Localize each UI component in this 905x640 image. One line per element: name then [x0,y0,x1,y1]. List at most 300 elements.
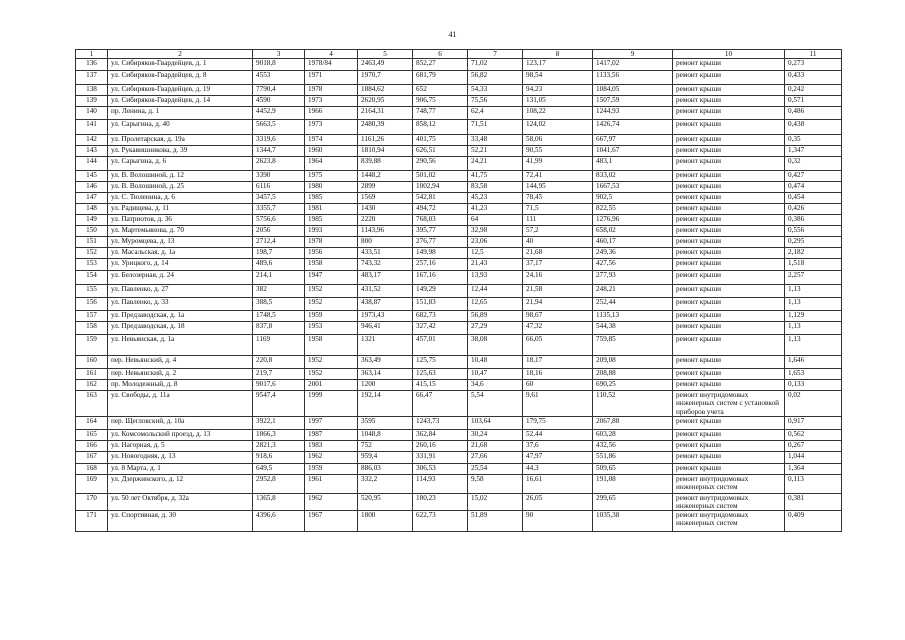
cell-work-cost: 1810,94 [358,146,413,157]
cell-total-area: 918,6 [253,451,305,463]
cell-work-type: ремонт крыши [673,71,785,85]
cell-work-type: ремонт внутридомовых инженерных систем с установкой приборов учета [673,391,785,417]
table-row [76,182,842,193]
cell-address: ул. Рукавишникова, д. 39 [108,146,253,157]
cell-build-year: 1967 [305,511,358,532]
cell-city-share: 12,65 [468,298,523,311]
cell-cost-per-sqm: 0,426 [785,204,842,215]
cell-city-share: 41,75 [468,171,523,182]
cell-work-type: ремонт внутридомовых инженерных систем [673,511,785,532]
cell-owner-share: 111 [523,215,593,226]
cell-build-year: 1958 [305,335,358,356]
cell-build-year: 1947 [305,271,358,285]
cell-total-sum: 1667,53 [593,182,673,193]
cell-row-number: 137 [76,71,108,85]
cell-work-type: ремонт крыши [673,204,785,215]
table-row [76,248,842,259]
cell-work-cost: 1448,2 [358,171,413,182]
cell-build-year: 1964 [305,157,358,171]
cell-work-cost: 839,88 [358,157,413,171]
cell-total-sum: 1133,56 [593,71,673,85]
cell-owner-share: 47,32 [523,322,593,335]
cell-owner-share: 60 [523,380,593,391]
column-header-city-share: 7 [468,50,523,59]
cell-cost-per-sqm: 2,182 [785,248,842,259]
cell-city-share: 12,5 [468,248,523,259]
cell-total-area: 3319,6 [253,135,305,146]
table-row [76,59,842,71]
cell-address: ул. В. Волошиной, д. 12 [108,171,253,182]
cell-cost-per-sqm: 1,13 [785,285,842,298]
cell-fund-share: 149,29 [413,285,468,298]
cell-total-sum: 833,02 [593,171,673,182]
cell-cost-per-sqm: 0,32 [785,157,842,171]
cell-fund-share: 415,15 [413,380,468,391]
cell-address: ул. Муромцева, д. 13 [108,237,253,248]
cell-address: ул. Сибиряков-Гвардейцев, д. 19 [108,85,253,96]
cell-total-sum: 460,17 [593,237,673,248]
cell-work-type: ремонт крыши [673,96,785,107]
cell-address: ул. Мартемьянова, д. 70 [108,226,253,237]
table-row [76,335,842,356]
cell-total-sum: 1426,74 [593,120,673,135]
column-header-total-sum: 9 [593,50,673,59]
cell-address: ул. Предзаводская, д. 1а [108,311,253,322]
cell-row-number: 138 [76,85,108,96]
cell-cost-per-sqm: 0,386 [785,215,842,226]
cell-fund-share: 652 [413,85,468,96]
cell-fund-share: 748,77 [413,107,468,120]
cell-total-area: 9017,6 [253,380,305,391]
cell-row-number: 149 [76,215,108,226]
cell-row-number: 160 [76,356,108,369]
cell-build-year: 1997 [305,416,358,429]
cell-total-sum: 249,36 [593,248,673,259]
cell-total-sum: 432,56 [593,440,673,451]
cell-work-cost: 520,95 [358,493,413,510]
cell-work-cost: 431,52 [358,285,413,298]
cell-total-area: 9018,8 [253,59,305,71]
cell-total-sum: 110,52 [593,391,673,417]
cell-total-sum: 299,65 [593,493,673,510]
cell-cost-per-sqm: 0,433 [785,71,842,85]
table-row [76,511,842,532]
cell-owner-share: 131,05 [523,96,593,107]
cell-city-share: 38,08 [468,335,523,356]
cell-owner-share: 9,61 [523,391,593,417]
cell-build-year: 1959 [305,463,358,474]
table-row [76,193,842,204]
cell-total-sum: 483,1 [593,157,673,171]
table-row [76,107,842,120]
table-row [76,146,842,157]
cell-city-share: 32,98 [468,226,523,237]
page-number: 41 [448,30,457,39]
cell-owner-share: 98,67 [523,311,593,322]
cell-work-cost: 959,4 [358,451,413,463]
cell-address: ул. 50 лет Октября, д. 32а [108,493,253,510]
cell-work-cost: 483,17 [358,271,413,285]
cell-work-cost: 1048,8 [358,429,413,440]
cell-fund-share: 501,02 [413,171,468,182]
cell-address: пер. Невьянский, д. 2 [108,369,253,380]
cell-total-sum: 551,86 [593,451,673,463]
cell-fund-share: 149,98 [413,248,468,259]
cell-total-sum: 1084,05 [593,85,673,96]
cell-fund-share: 542,81 [413,193,468,204]
cell-city-share: 5,54 [468,391,523,417]
cell-address: ул. Павленко, д. 27 [108,285,253,298]
cell-total-area: 1365,8 [253,493,305,510]
cell-cost-per-sqm: 0,273 [785,59,842,71]
cell-work-type: ремонт крыши [673,463,785,474]
cell-address: ул. Белозерная, д. 24 [108,271,253,285]
cell-row-number: 146 [76,182,108,193]
cell-city-share: 15,02 [468,493,523,510]
cell-work-type: ремонт крыши [673,356,785,369]
table-row [76,237,842,248]
cell-total-area: 3390 [253,171,305,182]
cell-row-number: 150 [76,226,108,237]
cell-cost-per-sqm: 0,113 [785,474,842,493]
cell-row-number: 148 [76,204,108,215]
cell-total-sum: 667,97 [593,135,673,146]
cell-address: ул. Сарыгина, д. 40 [108,120,253,135]
cell-total-area: 382 [253,285,305,298]
cell-build-year: 1971 [305,71,358,85]
table-row [76,215,842,226]
cell-address: пр. Ленина, д. 1 [108,107,253,120]
cell-work-cost: 1161,26 [358,135,413,146]
cell-total-area: 5663,5 [253,120,305,135]
cell-cost-per-sqm: 0,409 [785,511,842,532]
table-row [76,135,842,146]
column-header-cost-per-sqm: 11 [785,50,842,59]
cell-total-sum: 544,38 [593,322,673,335]
cell-fund-share: 395,77 [413,226,468,237]
cell-fund-share: 151,83 [413,298,468,311]
column-header-row-number: 1 [76,50,108,59]
table-row [76,369,842,380]
cell-cost-per-sqm: 1,13 [785,335,842,356]
cell-cost-per-sqm: 1,13 [785,322,842,335]
cell-total-area: 6116 [253,182,305,193]
cell-total-area: 489,6 [253,259,305,271]
cell-build-year: 1953 [305,322,358,335]
cell-total-area: 2821,3 [253,440,305,451]
cell-row-number: 152 [76,248,108,259]
cell-work-type: ремонт крыши [673,369,785,380]
cell-build-year: 1978 [305,85,358,96]
cell-cost-per-sqm: 0,917 [785,416,842,429]
cell-city-share: 51,89 [468,511,523,532]
cell-total-sum: 509,65 [593,463,673,474]
cell-build-year: 1999 [305,391,358,417]
cell-total-sum: 2067,88 [593,416,673,429]
cell-address: ул. Сибиряков-Гвардейцев, д. 8 [108,71,253,85]
cell-work-type: ремонт крыши [673,59,785,71]
cell-build-year: 1983 [305,440,358,451]
cell-work-type: ремонт крыши [673,271,785,285]
cell-build-year: 1961 [305,474,358,493]
cell-owner-share: 44,3 [523,463,593,474]
cell-row-number: 141 [76,120,108,135]
cell-cost-per-sqm: 1,347 [785,146,842,157]
cell-total-area: 2952,8 [253,474,305,493]
cell-row-number: 164 [76,416,108,429]
cell-cost-per-sqm: 0,486 [785,107,842,120]
cell-work-cost: 332,2 [358,474,413,493]
cell-total-area: 198,7 [253,248,305,259]
cell-fund-share: 906,75 [413,96,468,107]
cell-city-share: 56,89 [468,311,523,322]
cell-fund-share: 681,79 [413,71,468,85]
cell-address: ул. Радищева, д. 11 [108,204,253,215]
cell-total-area: 649,5 [253,463,305,474]
cell-total-area: 4590 [253,96,305,107]
cell-work-type: ремонт крыши [673,85,785,96]
table-row [76,96,842,107]
cell-total-sum: 1041,67 [593,146,673,157]
cell-owner-share: 58,06 [523,135,593,146]
cell-build-year: 1959 [305,311,358,322]
table-row [76,259,842,271]
cell-work-type: ремонт крыши [673,171,785,182]
cell-address: ул. Предзаводская, д. 18 [108,322,253,335]
cell-work-cost: 363,49 [358,356,413,369]
cell-cost-per-sqm: 1,13 [785,298,842,311]
table-row [76,451,842,463]
column-header-owner-share: 8 [523,50,593,59]
cell-fund-share: 260,16 [413,440,468,451]
cell-build-year: 1956 [305,248,358,259]
cell-row-number: 171 [76,511,108,532]
cell-build-year: 1962 [305,451,358,463]
cell-work-cost: 438,87 [358,298,413,311]
cell-total-area: 1748,5 [253,311,305,322]
cell-row-number: 165 [76,429,108,440]
cell-city-share: 30,24 [468,429,523,440]
cell-cost-per-sqm: 1,518 [785,259,842,271]
cell-work-cost: 1973,43 [358,311,413,322]
cell-work-type: ремонт внутридомовых инженерных систем [673,474,785,493]
cell-city-share: 13,93 [468,271,523,285]
cell-total-sum: 427,56 [593,259,673,271]
table-row [76,271,842,285]
column-header-work-type: 10 [673,50,785,59]
cell-city-share: 25,54 [468,463,523,474]
cell-work-type: ремонт крыши [673,120,785,135]
cell-owner-share: 18,17 [523,356,593,369]
cell-fund-share: 306,53 [413,463,468,474]
cell-owner-share: 52,44 [523,429,593,440]
cell-address: пер. Щегловский, д. 10а [108,416,253,429]
cell-total-sum: 208,88 [593,369,673,380]
cell-work-type: ремонт крыши [673,157,785,171]
cell-owner-share: 18,16 [523,369,593,380]
cell-total-sum: 759,85 [593,335,673,356]
cell-owner-share: 66,05 [523,335,593,356]
cell-city-share: 64 [468,215,523,226]
table-row [76,157,842,171]
table-row [76,463,842,474]
cell-total-area: 214,1 [253,271,305,285]
column-header-address: 2 [108,50,253,59]
cell-cost-per-sqm: 0,427 [785,171,842,182]
cell-fund-share: 331,91 [413,451,468,463]
cell-build-year: 1973 [305,96,358,107]
cell-cost-per-sqm: 0,562 [785,429,842,440]
cell-row-number: 169 [76,474,108,493]
cell-address: ул. Невьянская, д. 1а [108,335,253,356]
cell-owner-share: 21,68 [523,248,593,259]
cell-address: ул. 8 Марта, д. 1 [108,463,253,474]
cell-row-number: 163 [76,391,108,417]
cell-work-cost: 363,14 [358,369,413,380]
cell-total-sum: 690,25 [593,380,673,391]
cell-fund-share: 1002,94 [413,182,468,193]
cell-total-area: 220,8 [253,356,305,369]
cell-build-year: 1975 [305,171,358,182]
cell-fund-share: 1243,73 [413,416,468,429]
cell-build-year: 1974 [305,135,358,146]
cell-address: ул. Сарыгина, д. 6 [108,157,253,171]
column-header-fund-share: 6 [413,50,468,59]
table-row [76,311,842,322]
column-header-work-cost: 5 [358,50,413,59]
cell-build-year: 1978 [305,237,358,248]
cell-work-type: ремонт крыши [673,416,785,429]
cell-work-cost: 752 [358,440,413,451]
cell-work-type: ремонт крыши [673,451,785,463]
cell-work-type: ремонт крыши [673,182,785,193]
cell-work-type: ремонт крыши [673,193,785,204]
cell-work-cost: 3595 [358,416,413,429]
cell-city-share: 21,68 [468,440,523,451]
table-row [76,120,842,135]
cell-cost-per-sqm: 0,133 [785,380,842,391]
cell-address: ул. Патриотов, д. 36 [108,215,253,226]
cell-total-sum: 1417,02 [593,59,673,71]
cell-owner-share: 37,17 [523,259,593,271]
cell-total-area: 837,8 [253,322,305,335]
table-row [76,85,842,96]
cell-cost-per-sqm: 0,242 [785,85,842,96]
cell-work-cost: 1800 [358,511,413,532]
table-row [76,380,842,391]
cell-build-year: 1966 [305,107,358,120]
cell-city-share: 34,6 [468,380,523,391]
cell-row-number: 143 [76,146,108,157]
cell-total-sum: 822,55 [593,204,673,215]
cell-owner-share: 179,75 [523,416,593,429]
cell-owner-share: 144,95 [523,182,593,193]
cell-work-cost: 1569 [358,193,413,204]
cell-fund-share: 622,73 [413,511,468,532]
cell-owner-share: 94,23 [523,85,593,96]
cell-city-share: 9,58 [468,474,523,493]
cell-work-cost: 2899 [358,182,413,193]
cell-city-share: 62,4 [468,107,523,120]
cell-owner-share: 21,94 [523,298,593,311]
cell-work-type: ремонт крыши [673,237,785,248]
cell-owner-share: 123,17 [523,59,593,71]
cell-city-share: 103,64 [468,416,523,429]
cell-total-sum: 1035,38 [593,511,673,532]
cell-build-year: 1993 [305,226,358,237]
cell-fund-share: 457,01 [413,335,468,356]
cell-work-type: ремонт крыши [673,215,785,226]
cell-city-share: 71,51 [468,120,523,135]
cell-cost-per-sqm: 0,474 [785,182,842,193]
cell-total-area: 2712,4 [253,237,305,248]
cell-owner-share: 26,05 [523,493,593,510]
cell-owner-share: 71,5 [523,204,593,215]
cell-address: ул. Сибиряков-Гвардейцев, д. 14 [108,96,253,107]
cell-city-share: 27,29 [468,322,523,335]
table-row [76,391,842,417]
cell-total-area: 3922,1 [253,416,305,429]
cell-fund-share: 401,75 [413,135,468,146]
cell-total-sum: 248,21 [593,285,673,298]
table-row [76,285,842,298]
cell-address: ул. Новогодняя, д. 13 [108,451,253,463]
cell-build-year: 1952 [305,369,358,380]
cell-work-type: ремонт крыши [673,285,785,298]
table-row [76,440,842,451]
cell-owner-share: 90 [523,511,593,532]
cell-build-year: 1985 [305,193,358,204]
cell-fund-share: 66,47 [413,391,468,417]
cell-fund-share: 494,72 [413,204,468,215]
cell-work-cost: 2463,49 [358,59,413,71]
cell-total-sum: 1244,93 [593,107,673,120]
cell-total-area: 219,7 [253,369,305,380]
cell-work-type: ремонт крыши [673,107,785,120]
cell-build-year: 2001 [305,380,358,391]
cell-fund-share: 257,16 [413,259,468,271]
cell-work-cost: 1143,96 [358,226,413,237]
cell-address: ул. Спортивная, д. 30 [108,511,253,532]
cell-cost-per-sqm: 0,381 [785,493,842,510]
column-header-row [76,50,842,59]
cell-cost-per-sqm: 0,02 [785,391,842,417]
column-header-total-area: 3 [253,50,305,59]
cell-build-year: 1958 [305,259,358,271]
cell-city-share: 23,06 [468,237,523,248]
cell-total-sum: 1135,13 [593,311,673,322]
cell-owner-share: 72,41 [523,171,593,182]
cell-total-area: 9547,4 [253,391,305,417]
cell-owner-share: 24,16 [523,271,593,285]
cell-address: ул. Сибиряков-Гвардейцев, д. 1 [108,59,253,71]
cell-total-area: 1344,7 [253,146,305,157]
cell-build-year: 1985 [305,215,358,226]
cell-total-area: 4452,9 [253,107,305,120]
cell-total-area: 7790,4 [253,85,305,96]
cell-total-sum: 252,44 [593,298,673,311]
table-row [76,322,842,335]
cell-row-number: 155 [76,285,108,298]
cell-city-share: 21,43 [468,259,523,271]
cell-cost-per-sqm: 0,556 [785,226,842,237]
cell-city-share: 52,21 [468,146,523,157]
table-row [76,226,842,237]
cell-owner-share: 21,58 [523,285,593,298]
cell-row-number: 167 [76,451,108,463]
cell-work-cost: 886,03 [358,463,413,474]
cell-row-number: 154 [76,271,108,285]
